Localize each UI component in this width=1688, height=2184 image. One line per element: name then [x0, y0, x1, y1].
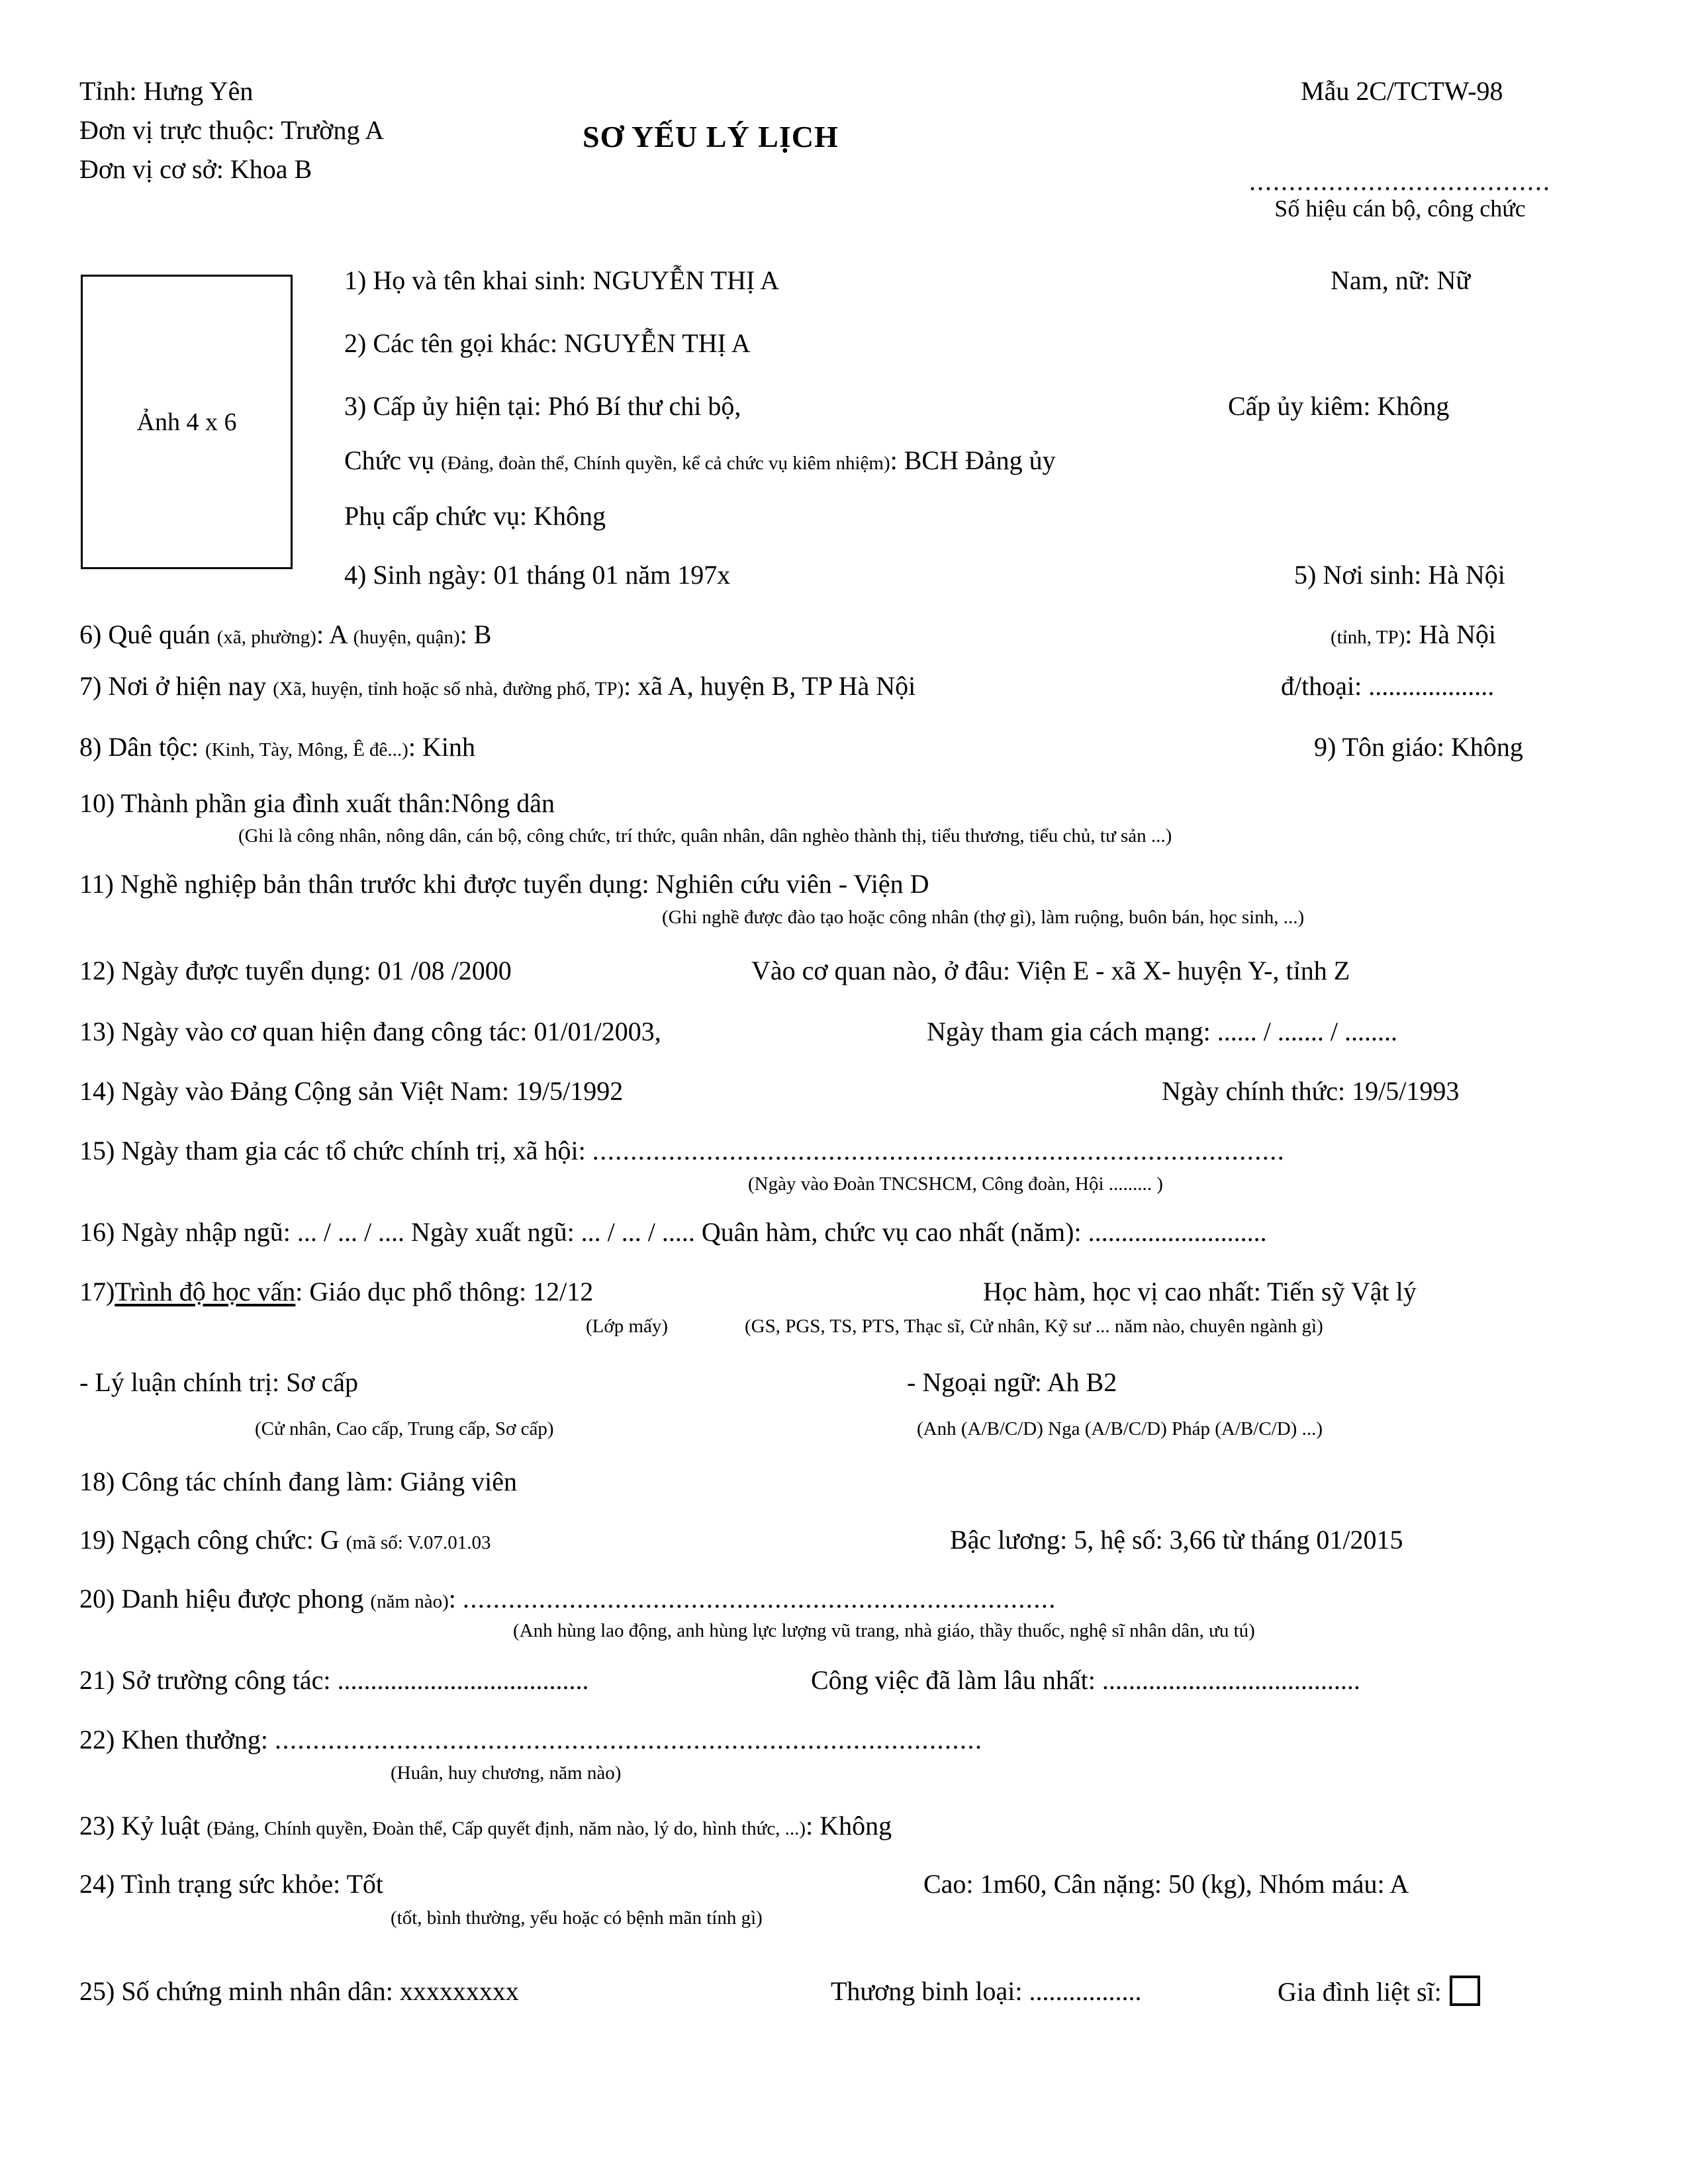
field-20-honorary-title	[79, 1583, 1056, 1614]
field-8-value: : Kinh	[408, 732, 475, 762]
field-20-dots: ..............................................................................	[462, 1584, 1056, 1614]
field-22-hint: (Huân, huy chương, năm nào)	[391, 1762, 622, 1784]
field-10-family-origin: 10) Thành phần gia đình xuất thân:Nông dân	[79, 788, 555, 818]
field-22-commendations	[79, 1724, 983, 1755]
field-20-label: 20) Danh hiệu được phong	[79, 1584, 371, 1614]
field-6-province-value: : Hà Nội	[1405, 619, 1497, 649]
field-6-label: 6) Quê quán	[79, 619, 217, 649]
field-17-label: Trình độ học vấn	[115, 1277, 296, 1306]
field-21-longest-job: Công việc đã làm lâu nhất: .......................................	[811, 1665, 1360, 1695]
cadre-number-label: Số hiệu cán bộ, công chức	[1274, 195, 1526, 222]
field-24-body-metrics: Cao: 1m60, Cân nặng: 50 (kg), Nhóm máu: A	[923, 1869, 1409, 1899]
field-3-concurrent-committee: Cấp ủy kiêm: Không	[1228, 391, 1450, 421]
field-14-official-date: Ngày chính thức: 19/5/1993	[1162, 1076, 1460, 1106]
field-25-id-number: 25) Số chứng minh nhân dân: xxxxxxxxx	[79, 1976, 519, 2006]
field-23-discipline	[79, 1810, 892, 1841]
field-6-hometown	[79, 619, 491, 650]
field-19-civil-servant-rank	[79, 1524, 491, 1555]
field-7-phone: đ/thoại: ...................	[1281, 671, 1495, 701]
field-11-hint: (Ghi nghề được đào tạo hoặc công nhân (thợ gì), làm ruộng, buôn bán, học sinh, ...)	[662, 907, 1305, 928]
field-17-number: 17)	[79, 1277, 115, 1306]
field-22-dots: .............................................................................................	[275, 1725, 983, 1754]
field-7-current-address	[79, 670, 915, 702]
field-19-label: 19) Ngạch công chức: G	[79, 1525, 346, 1555]
field-6-province	[1331, 619, 1496, 650]
field-25-martyr-family	[1278, 1976, 1480, 2007]
field-15-hint: (Ngày vào Đoàn TNCSHCM, Công đoàn, Hội ......... )	[748, 1173, 1163, 1195]
field-24-health-status: 24) Tình trạng sức khỏe: Tốt	[79, 1869, 384, 1899]
field-10-hint: (Ghi là công nhân, nông dân, cán bộ, công chức, trí thức, quân nhân, dân nghèo thành thị, tiểu thương, tiểu chủ, tư sản ...)	[238, 825, 1172, 846]
field-25-war-invalid-class: Thương binh loại: .................	[831, 1976, 1142, 2006]
field-23-label: 23) Kỷ luật	[79, 1811, 207, 1841]
base-unit-line: Đơn vị cơ sở: Khoa B	[79, 154, 312, 184]
field-23-value: : Không	[806, 1811, 892, 1841]
field-17-degree: Học hàm, học vị cao nhất: Tiến sỹ Vật lý	[983, 1277, 1417, 1306]
photo-placeholder-box	[81, 275, 293, 569]
field-7-label: 7) Nơi ở hiện nay	[79, 671, 273, 701]
field-4-birthdate: 4) Sinh ngày: 01 tháng 01 năm 197x	[344, 560, 731, 590]
field-14-party-join-date: 14) Ngày vào Đảng Cộng sản Việt Nam: 19/5/1992	[79, 1076, 624, 1106]
field-8-hint: (Kinh, Tày, Mông, Ê đê...)	[205, 739, 408, 760]
field-19-code-hint: (mã số: V.07.01.03	[346, 1532, 491, 1553]
field-8-label: 8) Dân tộc:	[79, 732, 205, 762]
cadre-number-dots: ......................................	[1249, 166, 1551, 196]
field-17b-foreign-language: - Ngoại ngữ: Ah B2	[907, 1367, 1117, 1397]
field-3b-position-value: : BCH Đảng ủy	[890, 445, 1056, 475]
field-15-dots: ...........................................................................................	[592, 1136, 1286, 1165]
field-22-label: 22) Khen thưởng:	[79, 1725, 275, 1754]
province-line: Tỉnh: Hưng Yên	[79, 76, 254, 106]
field-3b-position-hint: (Đảng, đoàn thể, Chính quyền, kể cả chức vụ kiêm nhiệm)	[441, 453, 890, 474]
field-8-ethnicity	[79, 731, 475, 762]
field-25-martyr-family-label: Gia đình liệt sĩ:	[1278, 1977, 1442, 2007]
field-20-colon: :	[448, 1584, 463, 1614]
field-17-education	[79, 1276, 593, 1307]
field-13-revolution-date: Ngày tham gia cách mạng: ...... / ....... / ........	[927, 1017, 1397, 1046]
field-13-current-agency-date: 13) Ngày vào cơ quan hiện đang công tác: 01/01/2003,	[79, 1017, 661, 1046]
field-18-main-duty: 18) Công tác chính đang làm: Giảng viên	[79, 1467, 517, 1496]
field-11-previous-occupation: 11) Nghề nghiệp bản thân trước khi được tuyển dụng: Nghiên cứu viên - Viện D	[79, 869, 929, 899]
field-1-gender: Nam, nữ: Nữ	[1331, 265, 1471, 295]
field-16-military-service: 16) Ngày nhập ngũ: ... / ... / .... Ngày xuất ngũ: ... / ... / ..... Quân hàm, chức vụ cao nhất (năm): ...........................	[79, 1217, 1267, 1247]
field-6-hint-district: (huyện, quận)	[353, 627, 460, 648]
field-2-other-names: 2) Các tên gọi khác: NGUYỄN THỊ A	[344, 328, 751, 358]
field-17-hint-grade: (Lớp mấy)	[586, 1316, 669, 1337]
page-title: SƠ YẾU LÝ LỊCH	[583, 120, 839, 154]
parent-unit-line: Đơn vị trực thuộc: Trường A	[79, 115, 385, 145]
field-15-label: 15) Ngày tham gia các tổ chức chính trị, xã hội:	[79, 1136, 592, 1165]
field-24-hint: (tốt, bình thường, yếu hoặc có bệnh mãn tính gì)	[391, 1907, 763, 1929]
field-7-value: : xã A, huyện B, TP Hà Nội	[624, 671, 916, 701]
field-17b-political-theory: - Lý luận chính trị: Sơ cấp	[79, 1367, 359, 1397]
header-unit-block	[79, 78, 384, 195]
field-17-hint-degree: (GS, PGS, TS, PTS, Thạc sĩ, Cử nhân, Kỹ sư ... năm nào, chuyên ngành gì)	[745, 1316, 1323, 1337]
field-5-birthplace: 5) Nơi sinh: Hà Nội	[1294, 560, 1505, 590]
field-15-political-orgs	[79, 1135, 1285, 1166]
field-17b-hint-language: (Anh (A/B/C/D) Nga (A/B/C/D) Pháp (A/B/C/D) ...)	[917, 1418, 1323, 1439]
field-23-hint: (Đảng, Chính quyền, Đoàn thể, Cấp quyết định, năm nào, lý do, hình thức, ...)	[207, 1818, 806, 1839]
field-6-hint-commune: (xã, phường)	[216, 627, 316, 648]
photo-placeholder-label: Ảnh 4 x 6	[136, 408, 237, 436]
field-1-fullname: 1) Họ và tên khai sinh: NGUYỄN THỊ A	[344, 265, 779, 295]
field-12-recruitment-place: Vào cơ quan nào, ở đâu: Viện E - xã X- huyện Y-, tỉnh Z	[751, 956, 1350, 985]
martyr-family-checkbox[interactable]	[1450, 1976, 1480, 2006]
field-6-hint-province: (tỉnh, TP)	[1331, 627, 1405, 648]
cadre-number-block	[1215, 166, 1585, 222]
field-6-district-value: : B	[459, 619, 492, 649]
field-3-party-committee: 3) Cấp ủy hiện tại: Phó Bí thư chi bộ,	[344, 391, 741, 421]
field-17b-hint-theory: (Cử nhân, Cao cấp, Trung cấp, Sơ cấp)	[255, 1418, 554, 1439]
form-code: Mẫu 2C/TCTW-98	[1301, 76, 1503, 106]
field-12-recruitment-date: 12) Ngày được tuyển dụng: 01 /08 /2000	[79, 956, 512, 985]
field-3b-position	[344, 445, 1056, 476]
field-20-hint: (Anh hùng lao động, anh hùng lực lượng vũ trang, nhà giáo, thầy thuốc, nghệ sĩ nhân dân, ưu tú)	[513, 1620, 1255, 1641]
field-6-commune-value: : A	[316, 619, 353, 649]
field-17-value: : Giáo dục phổ thông: 12/12	[295, 1277, 594, 1306]
field-19-salary: Bậc lương: 5, hệ số: 3,66 từ tháng 01/2015	[950, 1525, 1403, 1555]
field-9-religion: 9) Tôn giáo: Không	[1314, 732, 1523, 762]
field-3b-position-label: Chức vụ	[344, 445, 442, 475]
field-21-specialty: 21) Sở trường công tác: ......................................	[79, 1665, 589, 1695]
field-7-hint: (Xã, huyện, tỉnh hoặc số nhà, đường phố, TP)	[273, 678, 624, 700]
field-3c-position-allowance: Phụ cấp chức vụ: Không	[344, 501, 606, 531]
field-20-hint-year: (năm nào)	[370, 1591, 449, 1612]
